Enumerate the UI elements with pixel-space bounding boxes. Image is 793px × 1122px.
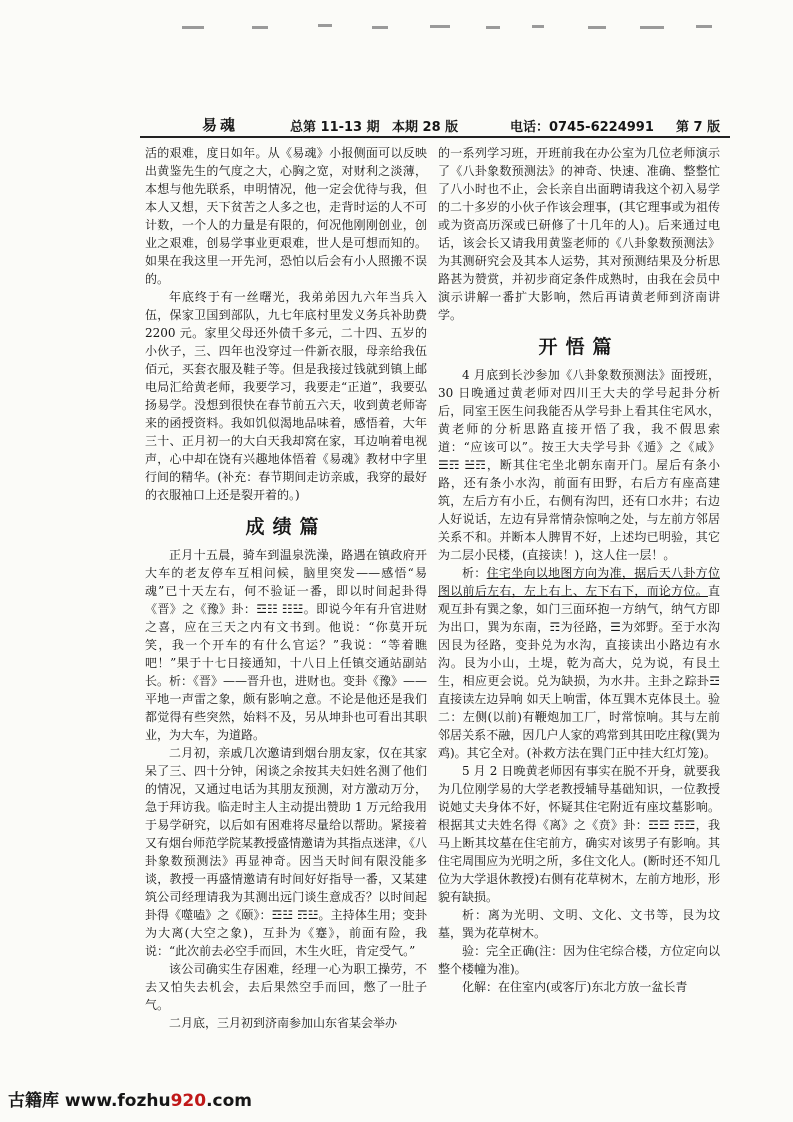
site-brand: 古籍库 [8, 1091, 59, 1111]
page-number: 第 7 版 [676, 120, 721, 135]
paragraph: 4 月底到长沙参加《八卦象数预测法》面授班，30 日晚通过黄老师对四川王大夫的学号起卦分析后，同室王医生问我能否从学号卦上看其住宅风水，黄老师的分析思路直接开悟了我，我不假思索道：“应该可以”。按王大夫学号卦《遁》之《咸》☰☶ ☱☶，断其住宅坐北朝东南开门。屋后有条小路，还有条小水沟，前面有田野，右后方有座高建筑，左后方有小丘，右侧有沟凹，还有口水井；右边人好说话，左边有异常情杂惊响之处，与左前方邻居关系不和。并断本人脾胃不好，上述均已明验，其它为二层小民楼，(直接读！)，这人住一层！。 [438, 368, 720, 562]
analysis-label: 析： [462, 566, 487, 580]
paragraph: 二月底，三月初到济南参加山东省某会举办 [169, 1016, 398, 1030]
underlined-text: 住宅坐向以地图方向为准，据后天八卦方位图以前后左右，左上右上、左下右下，而论方位。 [438, 566, 720, 598]
left-column [145, 144, 427, 1064]
right-column [438, 144, 720, 1064]
site-url[interactable]: www.fozhu920.com [64, 1091, 253, 1111]
analysis-paragraph [438, 564, 720, 762]
paragraph: 的一系列学习班，开班前我在办公室为几位老师演示了《八卦象数预测法》的神奇、快速、准确、整整忙了八小时也不止，会长亲自出面聘请我这个初入易学的二十多岁的小伙子作该会理事，(其它理事或为祖传或为资高历深或已研修了十几年的人)。后来通过电话，该会长又请我用黄鉴老师的《八卦象数预测法》为其测研究会及其本人运势，其对预测结果及分析思路甚为赞赏，并初步商定条件成熟时，由我在会员中演示讲解一番扩大影响，然后再请黄老师到济南讲学。 [438, 146, 720, 322]
issue-number: 总第 11-13 期 [290, 120, 380, 135]
top-ink-marks [0, 8, 793, 48]
paragraph: 化解：在住室内(或客厅)东北方放一盆长青 [462, 980, 688, 994]
watermark-footer [8, 1086, 252, 1112]
paragraph: 析：离为光明、文明、文化、文书等，艮为坟墓，巽为花草树木。 [438, 908, 720, 940]
paragraph: 该公司确实生存困难，经理一心为职工操劳，不去又怕失去机会，去后果然空手而回，憋了一肚子气。 [145, 962, 427, 1012]
paragraph: 验：完全正确(注：因为住宅综合楼，方位定向以整个楼幢为准)。 [438, 944, 720, 976]
section-heading: 成绩篇 [245, 516, 327, 538]
paragraph: 二月初，亲戚几次邀请到烟台朋友家，仅在其家呆了三、四十分钟，闲谈之余按其夫妇姓名测了他们的情况，又通过电话为其朋友预测，对方激动万分，急于拜访我。临走时主人主动提出赞助 1 万元给我用于易学研究，以后如有困难将尽量给以帮助。紧接着又有烟台师范学院某教授盛情邀请为其指点迷津，《八卦象数预测法》再显神奇。因当天时间有限没能多谈，教授一再盛情邀请有时间好好指导一番，又某建筑公司经理请我为其测出远门谈生意成否？以时间起卦得《噬嗑》之《颐》：☲☳ ☶☳。主持体生用；变卦为大离(大空之象)，互卦为《蹇》，前面有险，我说：“此次前去必空手而回，木生火旺，肯定受气。” [145, 746, 427, 958]
paragraph: 年底终于有一丝曙光，我弟弟因九六年当兵入伍，保家卫国到部队，九七年底村里发义务兵补助费 2200 元。家里父母还外债千多元，二十四、五岁的小伙子，三、四年也没穿过一件新衣服，母亲给我伍佰元，买套衣服及鞋子等。但是我接过钱就到镇上邮电局汇给黄老师，我要学习，我要走“正道”，我要弘扬易学。没想到很快在春节前五六天，收到黄老师寄来的函授资料。我如饥似渴地品味着，感悟着，大年三十、正月初一的大白天我却窝在家，耳边响着电视声，心中却在饶有兴趣地体悟着《易魂》教材中字里行间的精华。(补充：春节期间走访亲戚，我穿的最好的衣服袖口上还是裂开着的。) [145, 290, 427, 502]
paragraph: 正月十五晨，骑车到温泉洗澡，路遇在镇政府开大车的老友停车互相问候，脑里突发——感悟“易魂”已十天左右，何不验证一番，即以时间起卦得《晋》之《豫》卦：☲☷ ☷☳。即说今年有升官进财之喜，应在三天之内有文书到。他说：“你莫开玩笑，我一个开车的有什么官运？”我说：“等着瞧吧！”果于十七日接通知，十八日上任镇交通站副站长。析：《晋》——晋升也，进财也。变卦《豫》——平地一声雷之象，颇有影响之意。不论是他还是我们都觉得有些突然，始料不及，另从坤卦也可看出其职业，为大车，为道路。 [145, 548, 427, 742]
paragraph: 活的艰难，度日如年。从《易魂》小报侧面可以反映出黄鉴先生的气度之大，心胸之宽，对财利之淡薄，本想与他先联系，申明情况，他一定会优待与我，但本人又想，天下贫苦之人多之也，走背时运的人不可计数，一个人的力量是有限的，何况他刚刚创业，创业之艰难，创易学事业更艰难，世人是可想而知的。如果在我这里一开先河，恐怕以后会有小人照搬不误的。 [145, 146, 427, 286]
analysis-text: 直观互卦有巽之象，如门三面环抱一方纳气，纳气方即为出口，巽为东南，☶为径路，☰为郊野。至于水沟因艮为径路，变卦兑为水沟，直接读出小路边有水沟。艮为小山，土堤，乾为高大，兑为说，有艮土生，相应更会说。兑为缺损，为水井。主卦之踪卦☲直接读左边异响 如天上响雷，体互巽木克体艮土。验二：左侧(以前)有鞭炮加工厂，时常惊响。其与左前邻居关系不融，因几户人家的鸡常到其田吃庄稼(巽为鸡)。其它全对。(补救方法在巽门正中挂大红灯笼)。 [438, 584, 720, 760]
phone-number: 电话：0745-6224991 [510, 120, 654, 135]
newspaper-title: 易魂 [202, 116, 239, 134]
section-heading: 开悟篇 [538, 336, 620, 358]
edition-count: 本期 28 版 [392, 120, 459, 135]
page-header [140, 112, 730, 138]
paragraph: 5 月 2 日晚黄老师因有事实在脱不开身，就要我为几位刚学易的大学老教授辅导基础知识，一位教授说她丈夫身体不好，怀疑其住宅附近有座坟墓影响。根据其丈夫姓名得《离》之《贲》卦：☲☲ ☶☲，我马上断其坟墓在住宅前方，确实对该男子有影响。其住宅周围应为光明之所，多住文化人。(断时还不知几位为大学退休教授)右侧有花草树木，左前方地形，形貌有缺损。 [438, 764, 720, 904]
